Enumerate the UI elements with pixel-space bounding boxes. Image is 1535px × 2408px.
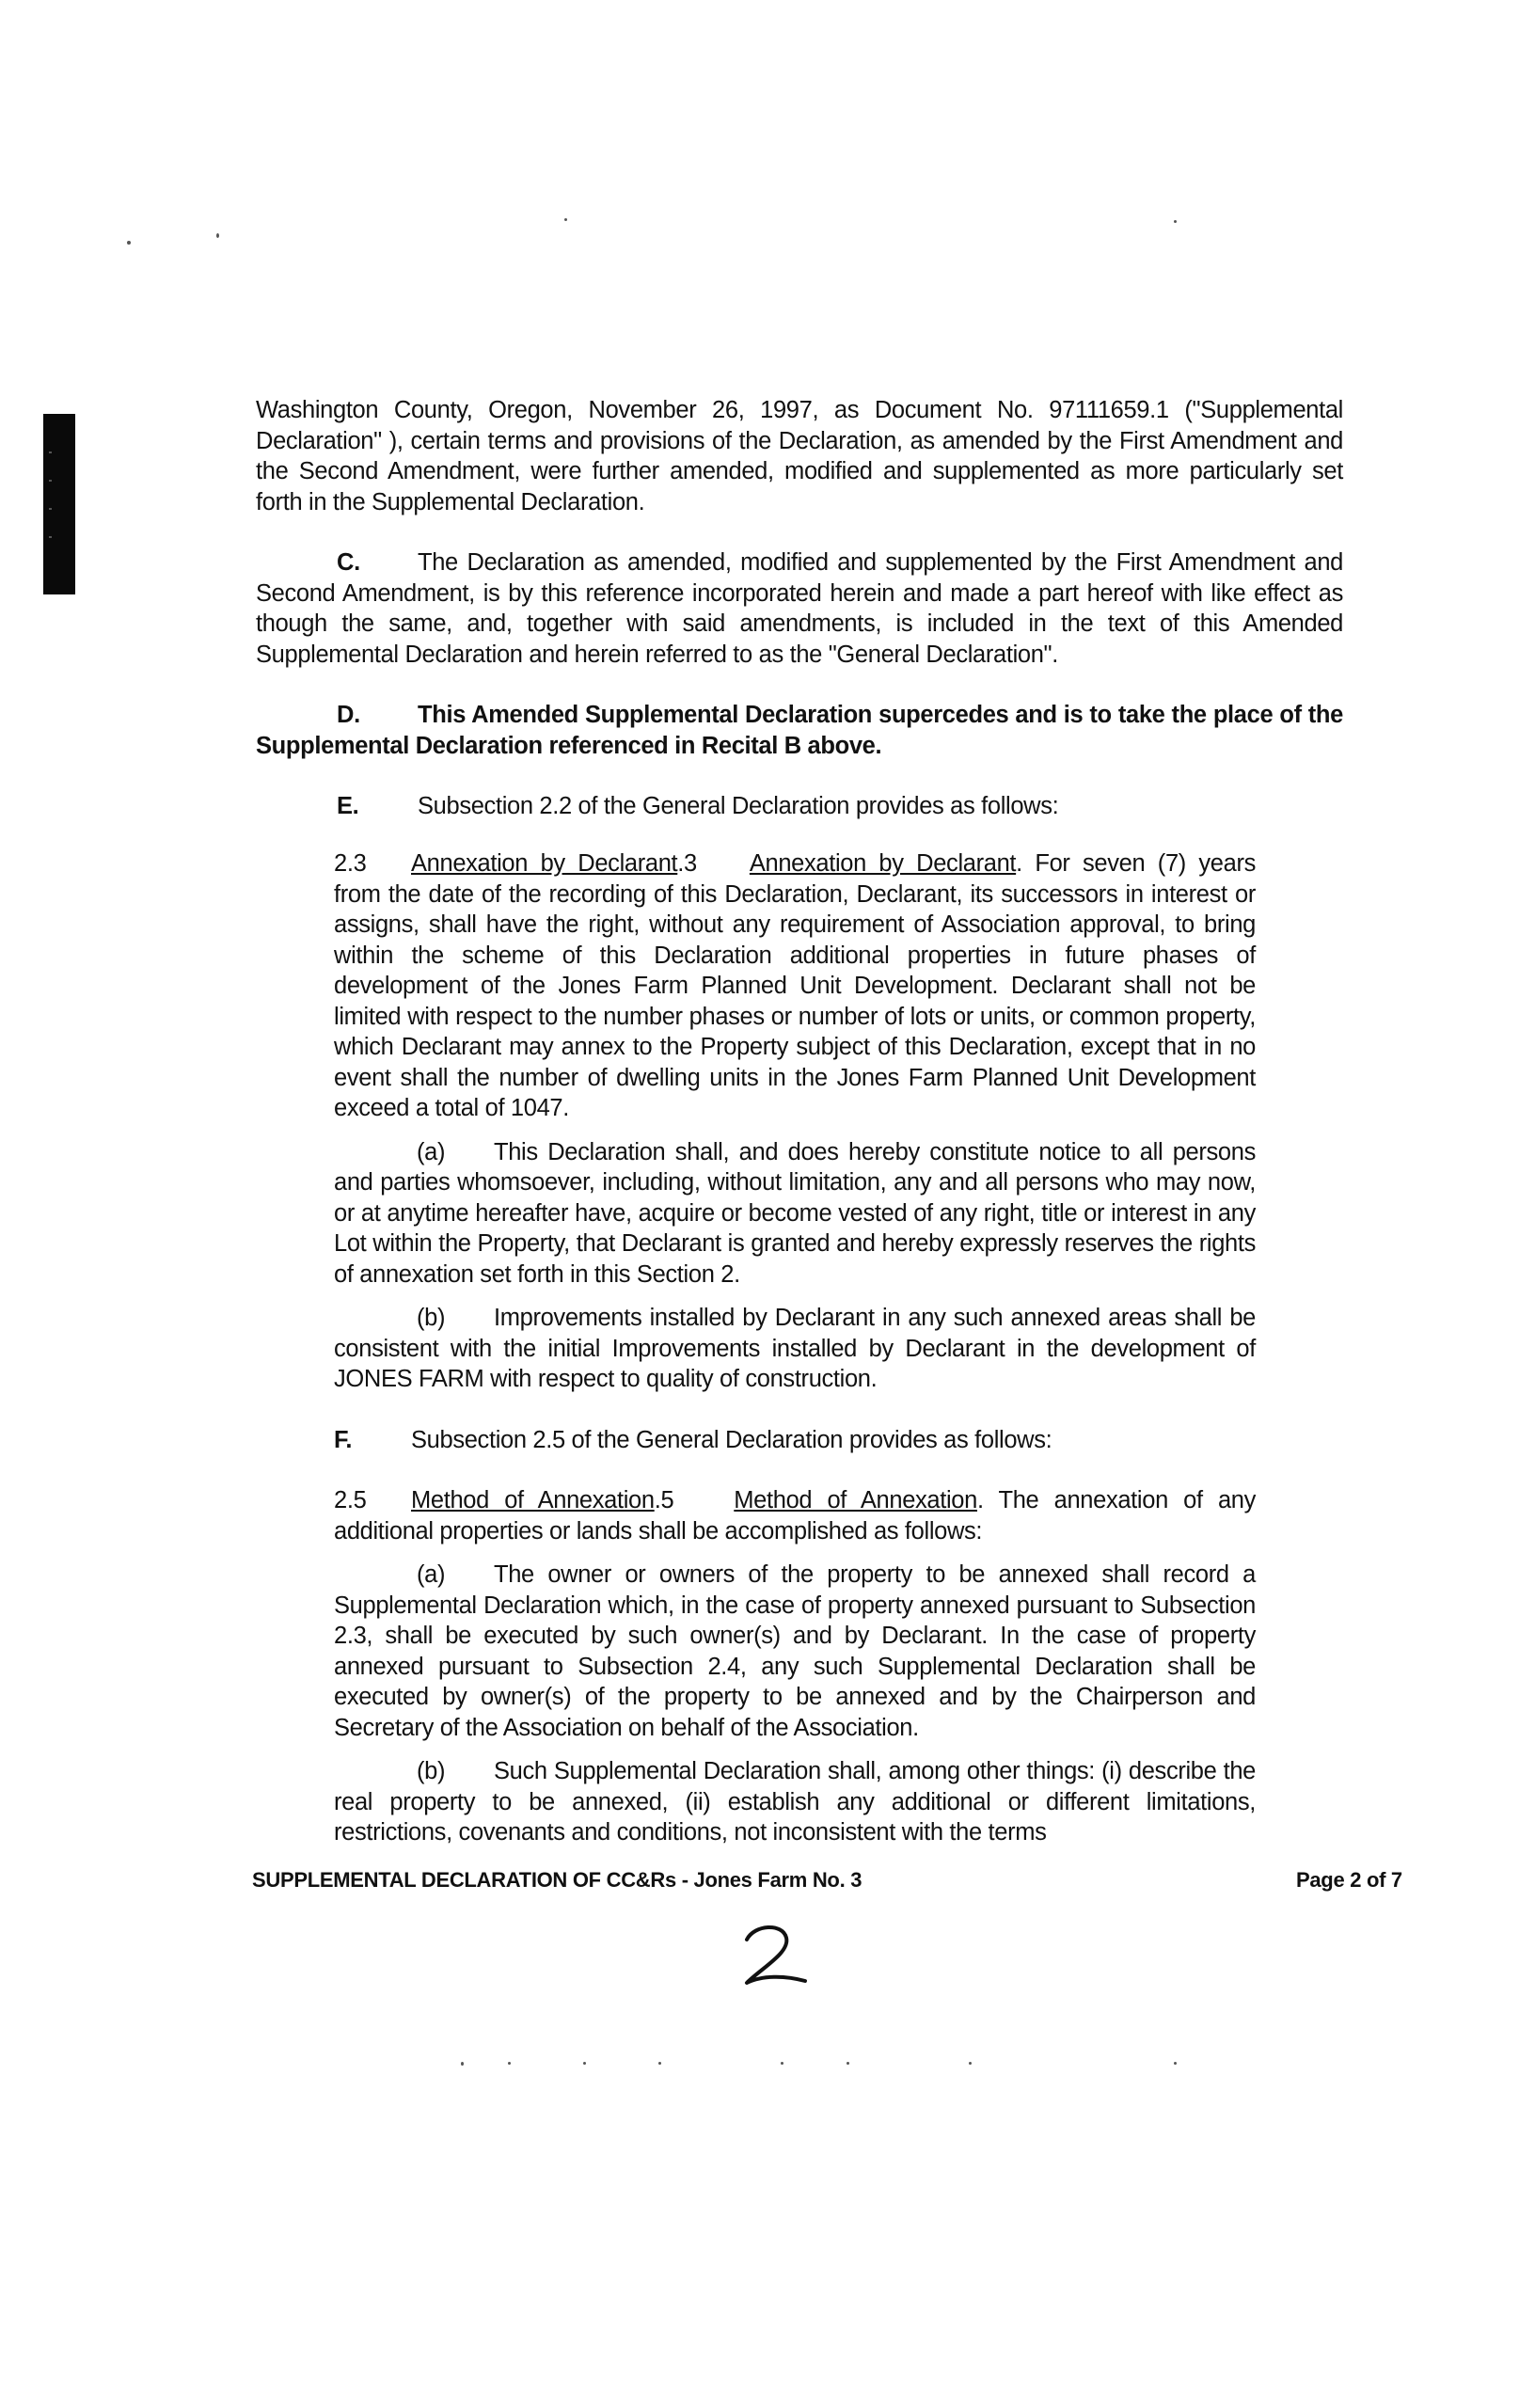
recital-c-text: The Declaration as amended, modified and supplemented by the First Amendment and Second Amendment, is by this reference incorporated herein and made a part hereof with like effect as though the same, and, together with said amendments, is included in the text of this Amended Supplemental Declaration and herein referred to as the "General Declaration".: [256, 549, 1343, 668]
section-2-3-paragraph: [334, 848, 1256, 1124]
section-2-3-number: 2.3: [334, 850, 367, 877]
footer-page-indicator: Page 2 of 7: [1296, 1868, 1402, 1892]
section-2-3-sub-b-text: Improvements installed by Declarant in any such annexed areas shall be consistent with the initial Improvements installed by Declarant in the development of JONES FARM with respect to quality of construction.: [334, 1305, 1256, 1392]
scan-speck: [781, 2062, 783, 2065]
section-2-5-paragraph: [334, 1485, 1256, 1546]
scan-speck: [216, 233, 219, 238]
scan-speck: [564, 218, 567, 221]
recital-f-text: Subsection 2.5 of the General Declaration provides as follows:: [411, 1426, 1052, 1453]
section-2-5-mid: .5: [654, 1487, 674, 1513]
body-text: [256, 395, 1343, 822]
section-2-3-heading-1: Annexation by Declarant: [411, 850, 678, 877]
section-2-3-mid: .3: [677, 850, 697, 877]
scan-speck: [127, 241, 131, 245]
recital-e: [256, 791, 1343, 822]
section-2-5-sub-a-text: The owner or owners of the property to be annexed shall record a Supplemental Declaration which, in the case of property annexed pursuant to Subsection 2.3, shall be executed by such owner(s) and by Declarant. In the case of property annexed pursuant to Subsection 2.4, any such Supplemental Declaration shall be executed by owner(s) of the property to be annexed and by the Chairperson and Secretary of the Association on behalf of the Association.: [334, 1561, 1256, 1741]
recital-d-text: This Amended Supplemental Declaration supercedes and is to take the place of the Supplemental Declaration referenced in Recital B above.: [256, 702, 1343, 759]
scan-margin-bar: [43, 414, 75, 594]
footer-title: SUPPLEMENTAL DECLARATION OF CC&Rs - Jones Farm No. 3: [252, 1868, 862, 1892]
scan-speck: [1174, 220, 1177, 223]
section-2-5-sub-a-label: (a): [417, 1561, 446, 1588]
recital-e-text: Subsection 2.2 of the General Declaration provides as follows:: [418, 793, 1059, 819]
section-2-3-sub-a-label: (a): [417, 1138, 446, 1165]
scan-speck: [847, 2062, 849, 2065]
recital-c: [256, 547, 1343, 670]
section-2-5-heading-2: Method of Annexation: [734, 1487, 977, 1513]
handwritten-page-number: [734, 1919, 818, 1994]
section-2-5-heading-1: Method of Annexation: [411, 1487, 655, 1513]
scan-speck: [1174, 2062, 1177, 2065]
recital-c-label: C.: [337, 549, 360, 576]
section-2-5-sub-b: [334, 1756, 1256, 1848]
scan-speck: [658, 2062, 661, 2065]
scan-speck: [461, 2062, 464, 2066]
section-2-5-number: 2.5: [334, 1487, 367, 1513]
recital-d: [256, 700, 1343, 761]
section-2-5-sub-b-label: (b): [417, 1758, 446, 1784]
recital-f: [334, 1425, 1256, 1456]
recital-d-label: D.: [337, 702, 360, 728]
recital-e-label: E.: [337, 793, 359, 819]
scan-speck: [583, 2062, 586, 2065]
section-2-5-text: . The annexation of any additional properties or lands shall be accomplished as follows:: [334, 1487, 1257, 1545]
section-2-3-sub-b: [334, 1303, 1256, 1395]
recital-f-label: F.: [334, 1426, 353, 1453]
section-2-3-sub-a-text: This Declaration shall, and does hereby constitute notice to all persons and parties whomsoever, including, without limitation, any and all persons who may now, or at anytime hereafter have, acquire or become vested of any right, title or interest in any Lot within the Property, that Declarant is granted and hereby expressly reserves the rights of annexation set forth in this Section 2.: [334, 1138, 1256, 1288]
section-2-3-sub-a: [334, 1137, 1256, 1291]
scan-speck: [969, 2062, 972, 2065]
section-2-5-sub-b-text: Such Supplemental Declaration shall, among other things: (i) describe the real property to be annexed, (ii) establish any additional or different limitations, restrictions, covenants and conditions, not inconsistent with the terms: [334, 1758, 1256, 1846]
section-2-3-text: . For seven (7) years from the date of the recording of this Declaration, Declarant, its successors in interest or assigns, shall have the right, without any requirement of Association approval, to bring within the scheme of this Declaration additional properties in future phases of development of the Jones Farm Planned Unit Development. Declarant shall not be limited with respect to the number phases or number of lots or units, or common property, which Declarant may annex to the Property subject of this Declaration, except that in no event shall the number of dwelling units in the Jones Farm Planned Unit Development exceed a total of 1047.: [334, 850, 1256, 1121]
section-2-5-sub-a: [334, 1560, 1256, 1743]
section-2-3-sub-b-label: (b): [417, 1305, 446, 1331]
section-2-3-heading-2: Annexation by Declarant: [749, 850, 1017, 877]
recital-b-continuation: Washington County, Oregon, November 26, 1997, as Document No. 97111659.1 ("Supplemental Declaration" ), certain terms and provisions of the Declaration, as amended by the First Amendment and the Second Amendment, were further amended, modified and supplemented as more particularly set forth in the Supplemental Declaration.: [256, 397, 1343, 515]
scan-speck: [508, 2062, 511, 2065]
section-2-3: [334, 848, 1256, 1848]
